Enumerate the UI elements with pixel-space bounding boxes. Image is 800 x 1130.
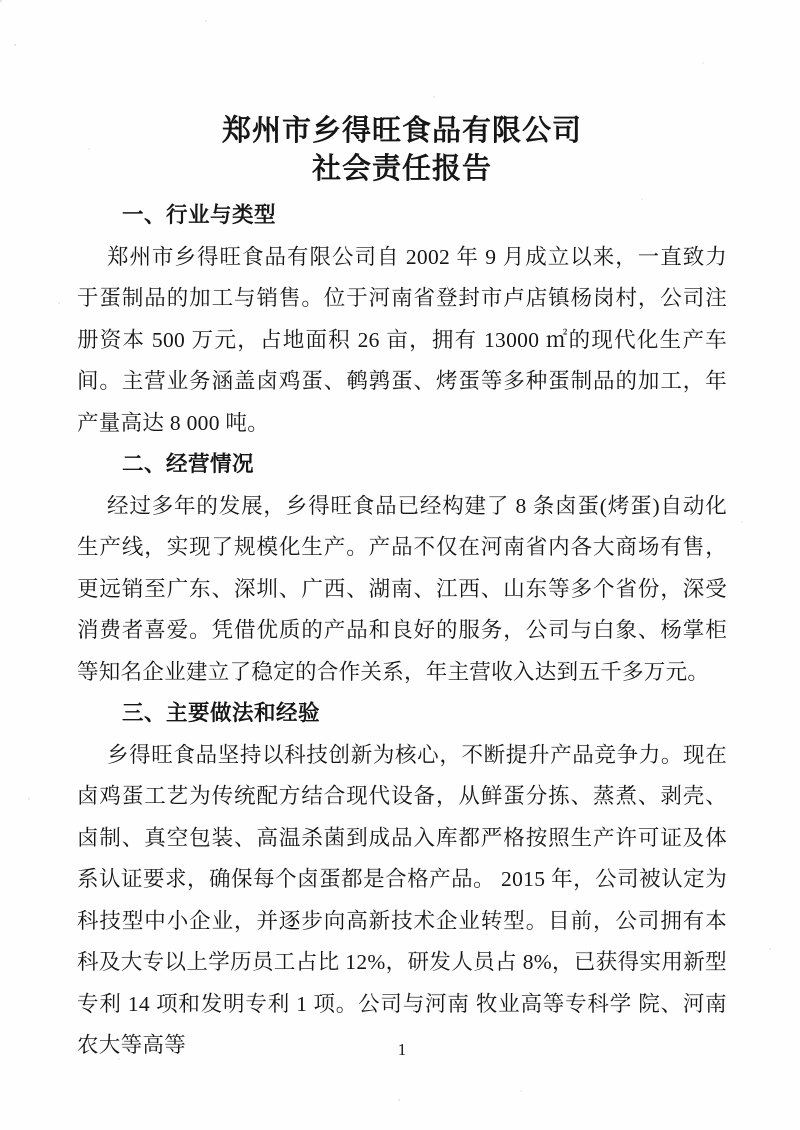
section-heading-business-situation: 二、经营情况 (122, 452, 255, 476)
paragraph-business-situation: 经过多年的发展，乡得旺食品已经构建了 8 条卤蛋(烤蛋)自动化生产线，实现了规模化生产。产品不仅在河南省内各大商场有售，更远销至广东、深圳、广西、湖南、江西、山东等多个省份，深受消费者喜爱。凭借优质的产品和良好的服务，公司与白象、杨掌柜 等知名企业建立了稳定的合作关系，年主营收入达到五千多万元。 (77, 493, 727, 684)
document-content (77, 112, 727, 1067)
company-name-title: 郑州市乡得旺食品有限公司 (221, 115, 582, 147)
document-title (77, 112, 727, 188)
paragraph-main-practices: 乡得旺食品坚持以科技创新为核心，不断提升产品竞争力。现在卤鸡蛋工艺为传统配方结合现代设备，从鲜蛋分拣、蒸煮、剥壳、卤制、真空包装、高温杀菌到成品入库都严格按照生产许可证及体系认证要求，确保每个卤蛋都是合格产品。 2015 年，公司被认定为科技型中小企业，并逐步向高新技术企业转型。目前，公司拥有本科及大专以上学历员工占比 12%，研发人员占 8%，已获得实用新型专利 14 项和发明专利 1 项。公司与河南 牧业高等专科学 院、河南农大等高等 (77, 742, 727, 1057)
paragraph-industry-and-type: 郑州市乡得旺食品有限公司自 2002 年 9 月成立以来，一直致力于蛋制品的加工与销售。位于河南省登封市卢店镇杨岗村，公司注册资本 500 万元，占地面积 26 亩，拥有 13000 ㎡的现代化生产车间。主营业务涵盖卤鸡蛋、鹌鹑蛋、烤蛋等多种蛋制品的加工，年产量高达 8 000 吨。 (77, 244, 727, 435)
page-number: 1 (397, 1040, 407, 1059)
section-heading-industry-and-type: 一、行业与类型 (122, 203, 277, 227)
report-type-title: 社会责任报告 (311, 153, 492, 185)
section-heading-main-practices: 三、主要做法和经验 (122, 701, 321, 725)
